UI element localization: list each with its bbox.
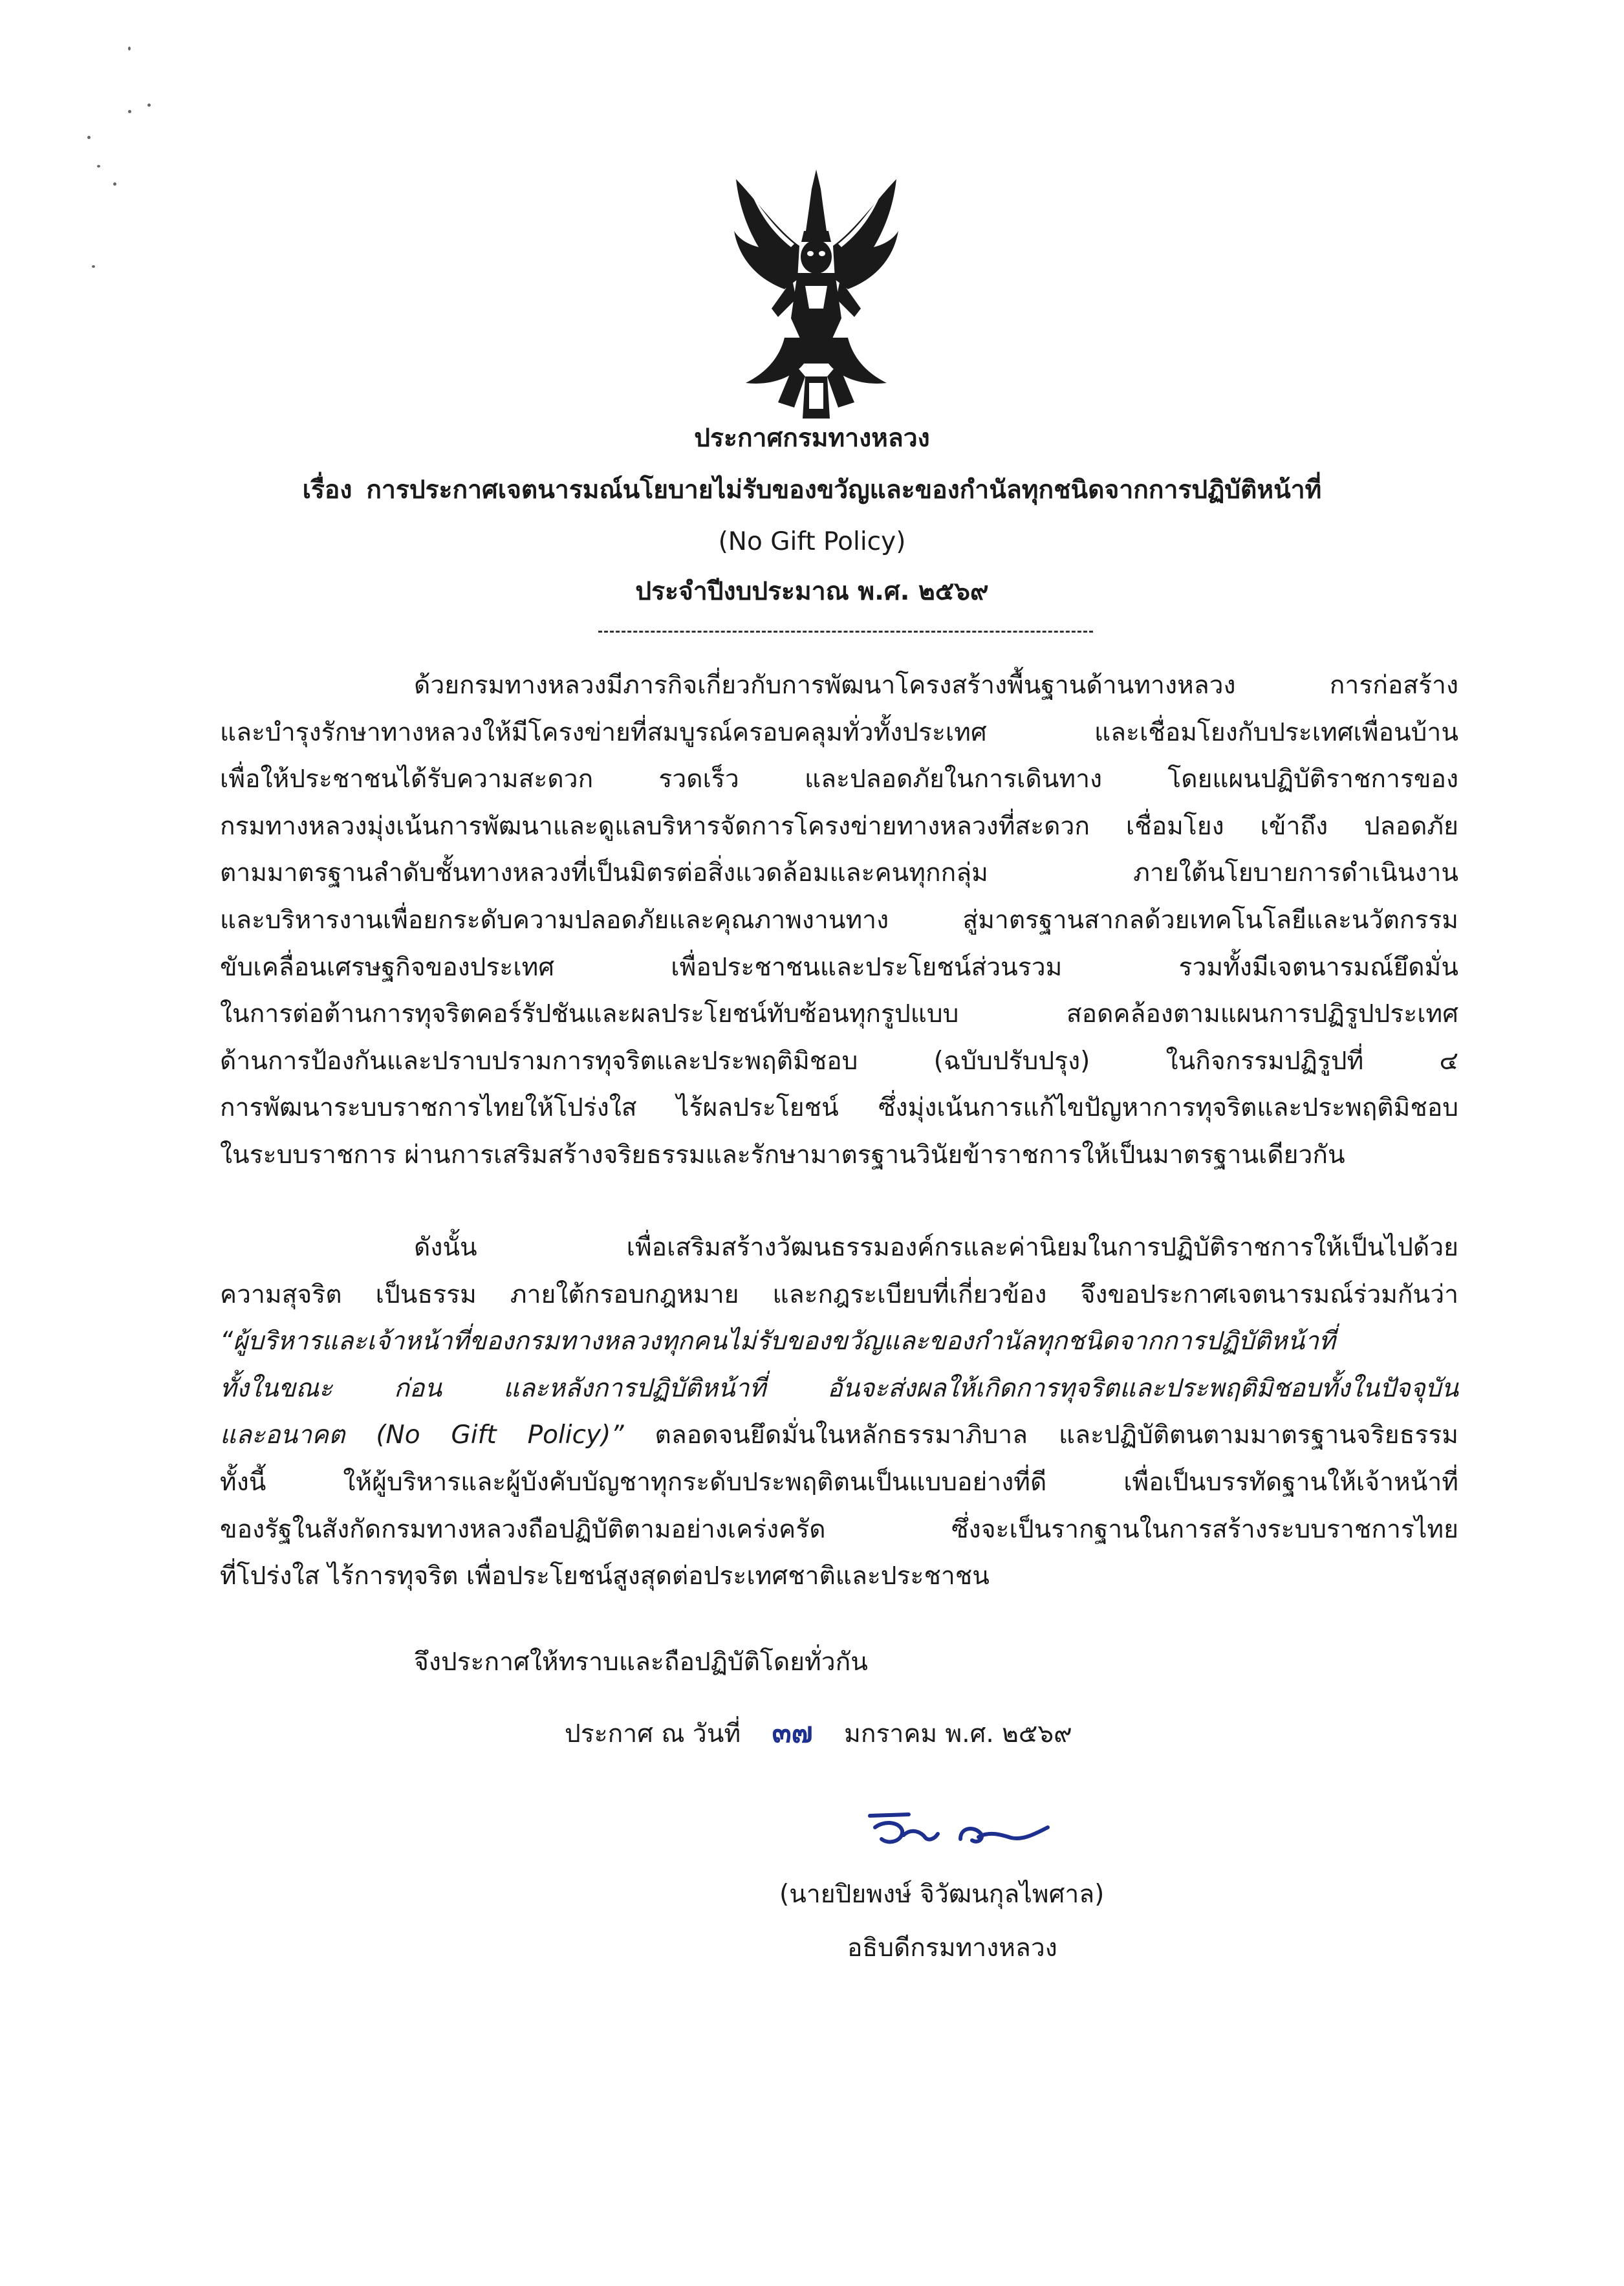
body-line: ในการต่อต้านการทุจริตคอร์รัปชันและผลประโยชน์ทับซ้อนทุกรูปแบบ สอดคล้องตามแผนการปฏิรูปประเทศ bbox=[220, 999, 1458, 1029]
body-line: ตามมาตรฐานลำดับชั้นทางหลวงที่เป็นมิตรต่อสิ่งแวดล้อมและคนทุกกลุ่ม ภายใต้นโยบายการดำเนินงาน bbox=[220, 858, 1458, 888]
quote-text: “ผู้บริหารและเจ้าหน้าที่ของกรมทางหลวงทุกคนไม่รับของขวัญและของกำนัลทุกชนิดจากการปฏิบัติหน้าที่ bbox=[220, 1327, 1336, 1356]
body-line: ด้านการป้องกันและปราบปรามการทุจริตและประพฤติมิชอบ (ฉบับปรับปรุง) ในกิจกรรมปฏิรูปที่ ๔ bbox=[220, 1046, 1458, 1076]
body-line: ของรัฐในสังกัดกรมทางหลวงถือปฏิบัติตามอย่างเคร่งครัด ซึ่งจะเป็นรากฐานในการสร้างระบบราชการไทย bbox=[220, 1514, 1458, 1544]
body-line: ความสุจริต เป็นธรรม ภายใต้กรอบกฎหมาย และกฎระเบียบที่เกี่ยวข้อง จึงขอประกาศเจตนารมณ์ร่วมกันว่า bbox=[220, 1279, 1458, 1309]
scan-speck bbox=[113, 182, 116, 186]
body-line bbox=[220, 1412, 1458, 1459]
announce-date bbox=[565, 1710, 1072, 1755]
quote-text: และอนาคต (No Gift Policy)” bbox=[220, 1421, 624, 1450]
quote-line bbox=[220, 1366, 1458, 1413]
garuda-emblem bbox=[733, 169, 900, 422]
body-line: ในระบบราชการ ผ่านการเสริมสร้างจริยธรรมและรักษามาตรฐานวินัยข้าราชการให้เป็นมาตรฐานเดียวกัน bbox=[220, 1140, 1345, 1170]
subject-label: เรื่อง bbox=[302, 475, 352, 505]
quote-line bbox=[220, 1318, 1458, 1366]
paragraph-1 bbox=[220, 662, 1458, 1179]
body-line: และบำรุงรักษาทางหลวงให้มีโครงข่ายที่สมบูรณ์ครอบคลุมทั่วทั้งประเทศ และเชื่อมโยงกับประเทศเพื่อนบ้าน bbox=[220, 717, 1458, 747]
closing-announce: จึงประกาศให้ทราบและถือปฏิบัติโดยทั่วกัน bbox=[414, 1648, 868, 1677]
body-line: ที่โปร่งใส ไร้การทุจริต เพื่อประโยชน์สูงสุดต่อประเทศชาติและประชาชน bbox=[220, 1562, 990, 1591]
body-line: กรมทางหลวงมุ่งเน้นการพัฒนาและดูแลบริหารจัดการโครงข่ายทางหลวงที่สะดวก เชื่อมโยง เข้าถึง ปลอดภัย bbox=[220, 811, 1458, 841]
date-suffix: มกราคม พ.ศ. ๒๕๖๙ bbox=[844, 1719, 1072, 1748]
paragraph-2 bbox=[220, 1225, 1458, 1600]
fiscal-year: ประจำปีงบประมาณ พ.ศ. ๒๕๖๙ bbox=[635, 577, 989, 606]
scan-speck bbox=[92, 265, 95, 268]
signature bbox=[863, 1802, 1057, 1860]
signer-title: อธิบดีกรมทางหลวง bbox=[847, 1933, 1057, 1963]
date-prefix: ประกาศ ณ วันที่ bbox=[565, 1719, 741, 1748]
body-line: เพื่อให้ประชาชนได้รับความสะดวก รวดเร็ว และปลอดภัยในการเดินทาง โดยแผนปฏิบัติราชการของ bbox=[220, 765, 1458, 794]
scan-speck bbox=[97, 165, 100, 168]
body-line: ทั้งนี้ ให้ผู้บริหารและผู้บังคับบัญชาทุกระดับประพฤติตนเป็นแบบอย่างที่ดี เพื่อเป็นบรรทัดฐานให้เจ้าหน้าที่ bbox=[220, 1467, 1458, 1497]
body-line: ขับเคลื่อนเศรษฐกิจของประเทศ เพื่อประชาชนและประโยชน์ส่วนรวม รวมทั้งมีเจตนารมณ์ยึดมั่น bbox=[220, 952, 1458, 982]
quote-text: ทั้งในขณะ ก่อน และหลังการปฏิบัติหน้าที่ อันจะส่งผลให้เกิดการทุจริตและประพฤติมิชอบทั้งในปัจจุบัน bbox=[220, 1373, 1458, 1403]
scan-speck bbox=[147, 103, 151, 107]
scan-speck bbox=[128, 110, 131, 113]
body-line: และบริหารงานเพื่อยกระดับความปลอดภัยและคุณภาพงานทาง สู่มาตรฐานสากลด้วยเทคโนโลยีและนวัตกรรม bbox=[220, 905, 1458, 935]
scan-speck bbox=[128, 47, 131, 50]
subject-english: (No Gift Policy) bbox=[718, 527, 906, 556]
scan-speck bbox=[87, 136, 91, 139]
body-line: ด้วยกรมทางหลวงมีภารกิจเกี่ยวกับการพัฒนาโครงสร้างพื้นฐานด้านทางหลวง การก่อสร้าง bbox=[414, 671, 1458, 700]
dashed-divider bbox=[598, 631, 1093, 633]
announcement-title: ประกาศกรมทางหลวง bbox=[694, 424, 930, 453]
signer-name: (นายปิยพงษ์ จิวัฒนกุลไพศาล) bbox=[779, 1880, 1105, 1909]
subject-text: การประกาศเจตนารมณ์นโยบายไม่รับของขวัญและของกำนัลทุกชนิดจากการปฏิบัติหน้าที่ bbox=[366, 475, 1322, 505]
body-line: การพัฒนาระบบราชการไทยให้โปร่งใส ไร้ผลประโยชน์ ซึ่งมุ่งเน้นการแก้ไขปัญหาการทุจริตและประพฤติมิชอบ bbox=[220, 1093, 1458, 1123]
body-text: ตลอดจนยึดมั่นในหลักธรรมาภิบาล และปฏิบัติตนตามมาตรฐานจริยธรรม bbox=[623, 1421, 1458, 1450]
subject-line bbox=[0, 471, 1624, 510]
date-day: ๓๗ bbox=[772, 1716, 813, 1749]
body-line: ดังนั้น เพื่อเสริมสร้างวัฒนธรรมองค์กรและค่านิยมในการปฏิบัติราชการให้เป็นไปด้วย bbox=[414, 1233, 1458, 1262]
